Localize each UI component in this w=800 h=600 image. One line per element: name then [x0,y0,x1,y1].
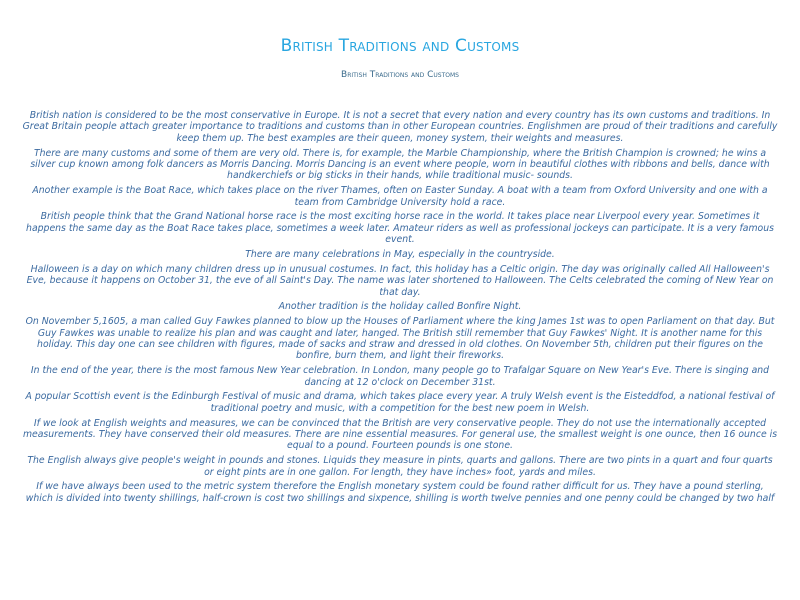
slide-subtitle: British Traditions and Customs [341,70,459,80]
paragraph: Another tradition is the holiday called Bonfire Night. [278,301,522,313]
paragraph: If we look at English weights and measures, we can be convinced that the British are very conservative people. They do not use the internationally accepted measurements. They have conserved their old measures. There are nine essential measures. For general use, the smallest weight is one ounce, then 16 ounce is equal to a pound. Fourteen pounds is one stone. [22,417,778,452]
paragraph: The English always give people's weight in pounds and stones. Liquids they measure in pints, quarts and gallons. There are two pints in a quart and four quarts or eight pints are in one gallon. For length, they have inches» foot, yards and miles. [27,455,773,478]
slide-title: British Traditions and Customs [280,36,520,56]
paragraph: British nation is considered to be the most conservative in Europe. It is not a secret that every nation and every country has its own customs and traditions. In Great Britain people attach greater importance to traditions and customs than in other European countries. Englishmen are proud of their traditions and carefully keep them up. The best examples are their queen, money system, their weights and measures. [22,110,778,144]
paragraph: There are many customs and some of them are very old. There is, for example, the Marble Championship, where the British Champion is crowned; he wins a silver cup known among folk dancers as Morris Dancing. Morris Dancing is an event where people, worn in beautiful clothes with ribbons and bells, dance with handkerchiefs or big sticks in their hands, while traditional music- sounds. [30,147,770,182]
paragraph: A popular Scottish event is the Edinburgh Festival of music and drama, which takes place every year. A truly Welsh event is the Eisteddfod, a national festival of traditional poetry and music, with a competition for the best new poem in Welsh. [25,391,775,414]
paragraph: In the end of the year, there is the most famous New Year celebration. In London, many people go to Trafalgar Square on New Year's Eve. There is singing and dancing at 12 o'clock on December 31st. [30,365,770,388]
paragraph: On November 5,1605, a man called Guy Fawkes planned to blow up the Houses of Parliament where the king James 1st was to open Parliament on that day. But Guy Fawkes was unable to realize his plan and was caught and later, hanged. The British still remember that Guy Fawkes' Night. It is another name for this holiday. This day one can see children with figures, made of sacks and straw and dressed in old clothes. On November 5th, children put their figures on the bonfire, burn them, and light their fireworks. [25,316,775,362]
paragraph: British people think that the Grand National horse race is the most exciting horse race in the world. It takes place near Liverpool every year. Sometimes it happens the same day as the Boat Race takes place, sometimes a week later. Amateur riders as well as professional jockeys can participate. It is a very famous event. [26,211,774,246]
slide-body [22,110,778,508]
paragraph: Another example is the Boat Race, which takes place on the river Thames, often on Easter Sunday. A boat with a team from Oxford University and one with a team from Cambridge University hold a race. [32,185,768,208]
paragraph: Halloween is a day on which many children dress up in unusual costumes. In fact, this holiday has a Celtic origin. The day was originally called All Halloween's Eve, because it happens on October 31, the eve of all Saint's Day. The name was later shortened to Halloween. The Celts celebrated the coming of New Year on that day. [26,263,774,298]
paragraph: If we have always been used to the metric system therefore the English monetary system could be found rather difficult for us. They have a pound sterling, which is divided into twenty shillings, half-crown is cost two shillings and sixpence, shilling is worth twelve pennies and one penny could be changed by two half [25,481,775,504]
paragraph: There are many celebrations in May, especially in the countryside. [245,249,555,261]
